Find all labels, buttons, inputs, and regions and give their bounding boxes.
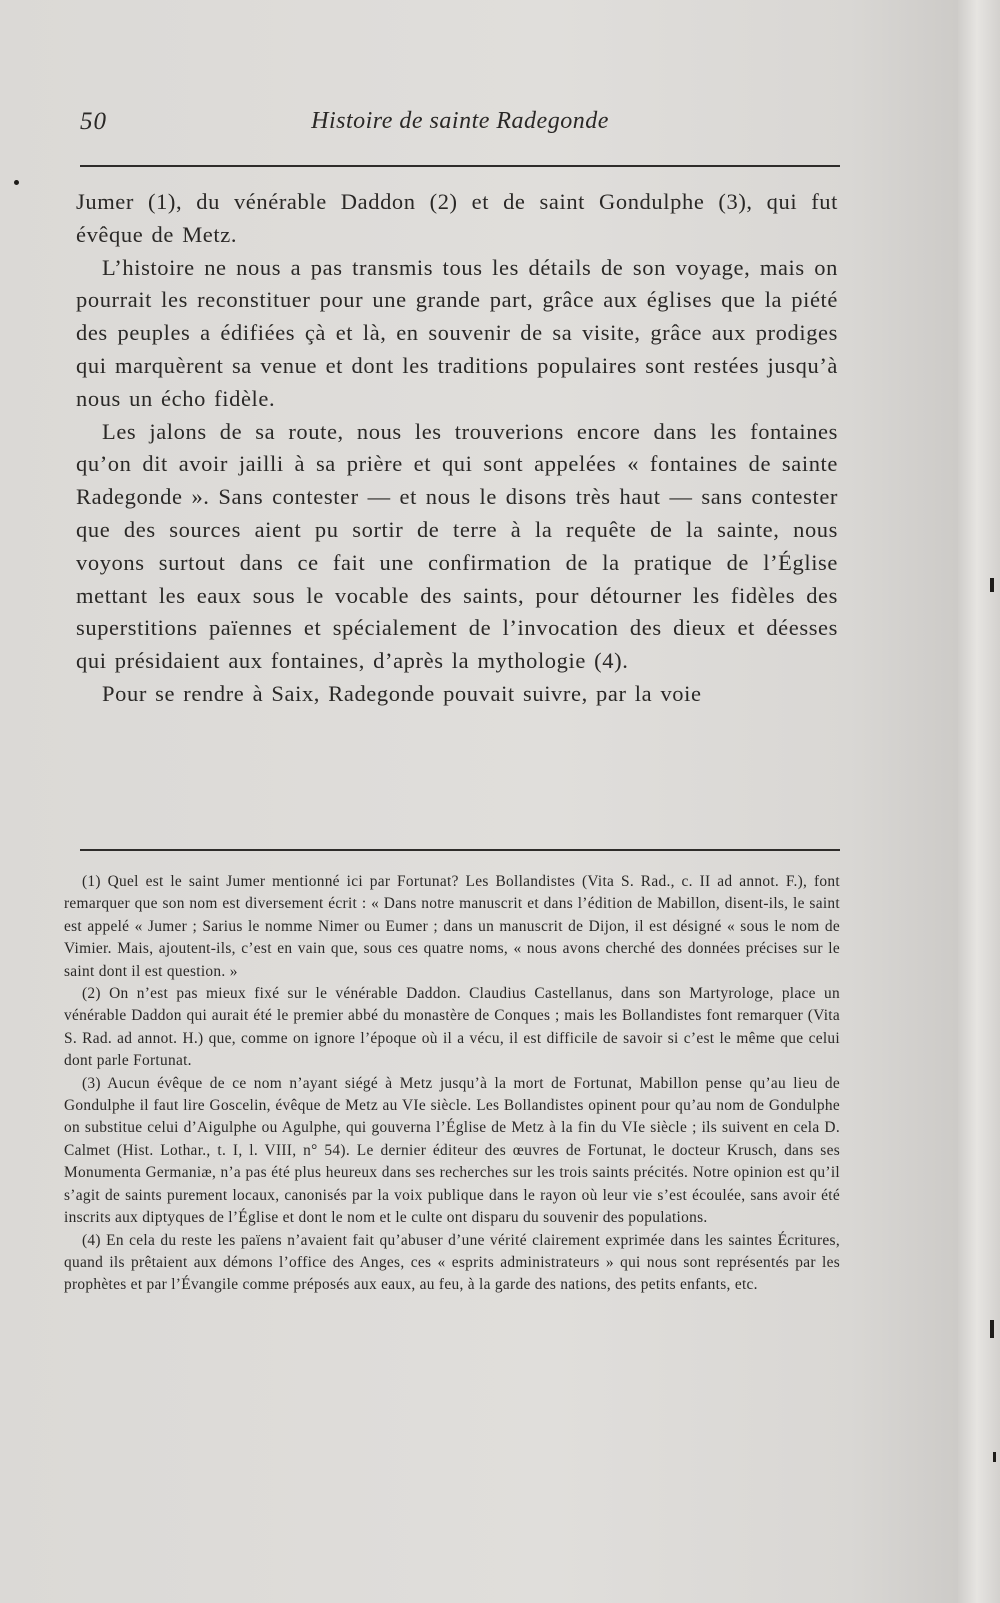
footnote-1: (1) Quel est le saint Jumer mentionné ici par Fortunat? Les Bollandistes (Vita S. Rad., c. II ad annot. F.), font remarquer que son nom est diversement écrit : « Dans notre manuscrit et dans l’édition de Mabillon, disent-ils, le saint est appelé « Jumer ; Sarius le nomme Nimer ou Eumer ; dans un manuscrit de Dijon, il est désigné « sous le nom de Vimier. Mais, ajoutent-ils, c’est en vain que, sous ces quatre noms, « nous avons cherché des données précises sur le saint dont il est question. » xyxy=(64,873,840,980)
main-text xyxy=(76,186,838,711)
running-title: Histoire de sainte Radegonde xyxy=(311,108,609,134)
scan-mark xyxy=(990,1320,994,1338)
page-header xyxy=(80,108,840,148)
footnote-2: (2) On n’est pas mieux fixé sur le vénérable Daddon. Claudius Castellanus, dans son Martyrologe, place un vénérable Daddon qui aurait été le premier abbé du monastère de Conques ; mais les Bollandistes font remarquer (Vita S. Rad. ad annot. H.) que, comme on ignore l’époque où il a vécu, il est difficile de savoir si c’est le même que celui dont parle Fortunat. xyxy=(64,985,840,1070)
paragraph: L’histoire ne nous a pas transmis tous les détails de son voyage, mais on pourrait les reconstituer pour une grande part, grâce aux églises que la piété des peuples a édifiées çà et là, en souvenir de sa visite, grâce aux prodiges qui marquèrent sa venue et dont les traditions populaires sont restées jusqu’à nous un écho fidèle. xyxy=(76,254,838,411)
page-number: 50 xyxy=(80,108,107,135)
scan-mark xyxy=(993,1452,996,1462)
scan-mark xyxy=(990,578,994,592)
header-rule xyxy=(80,165,840,167)
scan-speck xyxy=(14,180,19,185)
paragraph: Pour se rendre à Saix, Radegonde pouvait suivre, par la voie xyxy=(102,680,702,706)
paragraph: Les jalons de sa route, nous les trouverions encore dans les fontaines qu’on dit avoir jailli à sa prière et qui sont appelées « fontaines de sainte Radegonde ». Sans contester — et nous le disons très haut — sans contester que des sources aient pu sortir de terre à la requête de la sainte, nous voyons surtout dans ce fait une confirmation de la pratique de l’Église mettant les eaux sous le vocable des saints, pour détourner les fidèles des superstitions païennes et spécialement de l’invocation des dieux et déesses qui présidaient aux fontaines, d’après la mythologie (4). xyxy=(76,418,838,674)
paragraph: Jumer (1), du vénérable Daddon (2) et de saint Gondulphe (3), qui fut évêque de Metz. xyxy=(76,189,838,247)
page-edge-shadow xyxy=(958,0,1000,1603)
footnotes xyxy=(64,871,840,1297)
footnote-rule xyxy=(80,849,840,851)
footnote-3: (3) Aucun évêque de ce nom n’ayant siégé à Metz jusqu’à la mort de Fortunat, Mabillon pense qu’au lieu de Gondulphe il faut lire Goscelin, évêque de Metz au VIe siècle. Les Bollandistes opinent pour qu’au nom de Gondulphe on substitue celui d’Aigulphe ou Agulphe, qui gouverna l’Église de Metz à la fin du VIe siècle ; ils suivent en cela D. Calmet (Hist. Lothar., t. I, l. VIII, n° 54). Le dernier éditeur des œuvres de Fortunat, le docteur Krusch, dans ses Monumenta Germaniæ, n’a pas été plus heureux dans ses recherches sur les trois saints précités. Notre opinion est qu’il s’agit de saints purement locaux, canonisés par la voix publique dans le rayon où leur vie s’est écoulée, sans avoir été inscrits aux diptyques de l’Église et dont le nom et le culte ont disparu du souvenir des populations. xyxy=(64,1074,840,1227)
footnote-4: (4) En cela du reste les païens n’avaient fait qu’abuser d’une vérité clairement exprimée dans les saintes Écritures, quand ils prêtaient aux démons l’office des Anges, ces « esprits administrateurs » qui nous sont représentés par les prophètes et par l’Évangile comme préposés aux eaux, au feu, à la garde des nations, des petits enfants, etc. xyxy=(64,1231,840,1294)
